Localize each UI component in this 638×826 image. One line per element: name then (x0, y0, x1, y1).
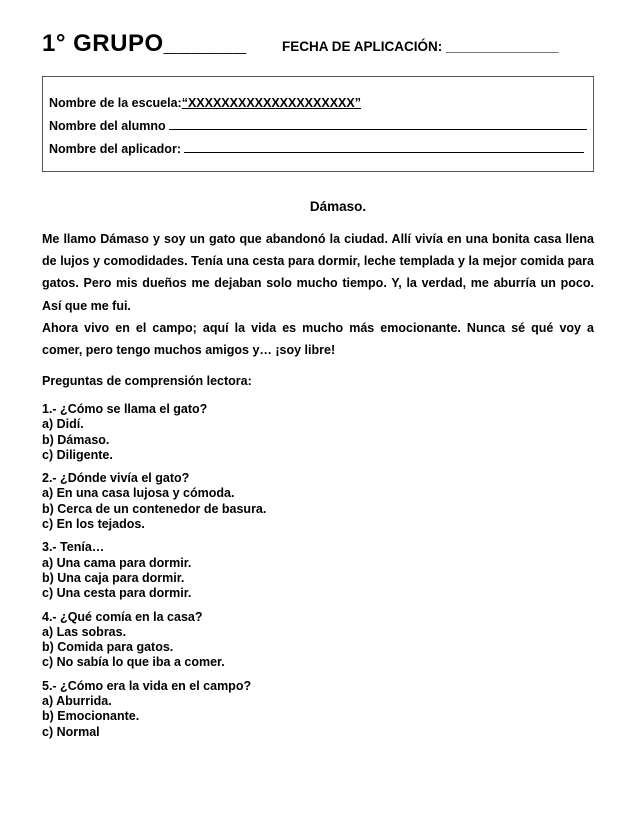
school-name-label: Nombre de la escuela (49, 96, 178, 110)
grupo-label: 1° GRUPO______ (42, 30, 247, 57)
answer-option[interactable]: a) Las sobras. (42, 624, 127, 639)
worksheet-header (42, 30, 602, 64)
question-item (42, 540, 602, 601)
questions-title: Preguntas de comprensión lectora: (42, 374, 252, 388)
answer-option[interactable]: c) Una cesta para dormir. (42, 586, 192, 601)
applicator-name-blank[interactable] (184, 141, 584, 153)
answer-option[interactable]: c) No sabía lo que iba a comer. (42, 655, 225, 670)
answer-option[interactable]: c) Diligente. (42, 447, 113, 462)
answer-option[interactable]: a) Didí. (42, 417, 84, 432)
applicator-name-colon: : (176, 142, 181, 156)
question-item (42, 402, 602, 463)
question-prompt: 4.- ¿Qué comía en la casa? (42, 609, 203, 624)
answer-option[interactable]: a) Una cama para dormir. (42, 555, 192, 570)
answer-option[interactable]: b) Comida para gatos. (42, 640, 174, 655)
student-info-box (42, 76, 594, 172)
answer-option[interactable]: a) En una casa lujosa y cómoda. (42, 486, 235, 501)
story-text (42, 228, 594, 361)
question-prompt: 2.- ¿Dónde vivía el gato? (42, 471, 190, 486)
answer-option[interactable]: c) Normal (42, 724, 100, 739)
school-name-value: “XXXXXXXXXXXXXXXXXXXX” (181, 96, 361, 110)
story-title: Dámaso. (309, 199, 367, 214)
answer-option[interactable]: b) Cerca de un contenedor de basura. (42, 501, 267, 516)
student-name-blank[interactable] (169, 118, 587, 130)
applicator-name-line (49, 141, 584, 156)
student-name-line (49, 118, 587, 133)
question-item (42, 471, 602, 532)
school-name-colon: : (177, 96, 182, 110)
answer-option[interactable]: b) Dámaso. (42, 432, 110, 447)
question-prompt: 1.- ¿Cómo se llama el gato? (42, 402, 208, 416)
question-prompt: 5.- ¿Cómo era la vida en el campo? (42, 678, 252, 693)
student-name-label: Nombre del alumno (49, 119, 166, 133)
question-item (42, 610, 602, 671)
questions-list (42, 402, 602, 748)
fecha-aplicacion-label: FECHA DE APLICACIÓN: _______________ (282, 39, 559, 54)
story-paragraph: Ahora vivo en el campo; aquí la vida es mucho más emocionante. Nunca sé qué voy a comer, pero tengo muchos amigos y… ¡soy libre! (42, 320, 594, 358)
answer-option[interactable]: b) Emocionante. (42, 709, 140, 724)
answer-option[interactable]: a) Aburrida. (42, 694, 112, 709)
applicator-name-label: Nombre del aplicador (49, 142, 177, 156)
answer-option[interactable]: c) En los tejados. (42, 517, 145, 532)
answer-option[interactable]: b) Una caja para dormir. (42, 570, 185, 585)
question-item (42, 679, 602, 740)
story-paragraph: Me llamo Dámaso y soy un gato que abandonó la ciudad. Allí vivía en una bonita casa llena de lujos y comodidades. Tenía una cesta para dormir, leche templada y la mejor comida para gatos. Pero mis dueños me dejaban solo mucho tiempo. Y, la verdad, me aburría un poco. Así que me fui. (42, 232, 594, 313)
school-name-line (49, 96, 361, 110)
question-prompt: 3.- Tenía… (42, 540, 105, 555)
